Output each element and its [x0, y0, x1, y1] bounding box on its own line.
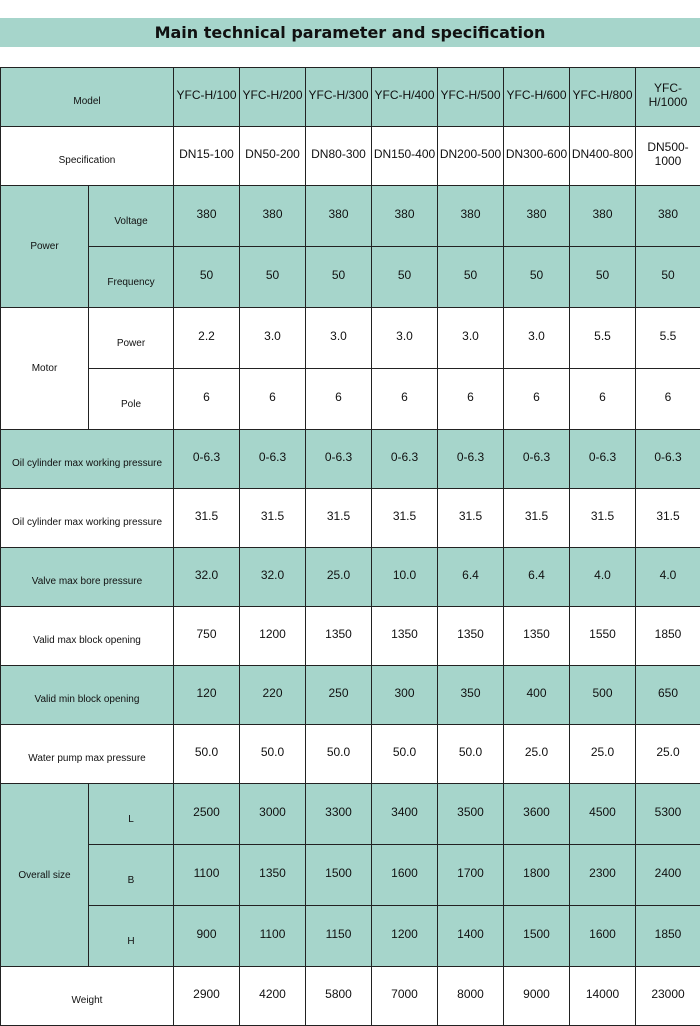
row-label: Valid min block opening	[1, 666, 174, 725]
table-cell: 6.4	[438, 548, 504, 607]
table-cell: 4.0	[570, 548, 636, 607]
table-cell: DN50-200	[240, 127, 306, 186]
table-cell: 6	[174, 369, 240, 430]
table-cell: 380	[240, 186, 306, 247]
table-cell: 31.5	[570, 489, 636, 548]
table-cell: 750	[174, 607, 240, 666]
table-cell: 650	[636, 666, 700, 725]
table-cell: 6	[636, 369, 700, 430]
row-label: Oil cylinder max working pressure	[1, 489, 174, 548]
table-row	[1, 369, 700, 430]
table-cell: 1400	[438, 906, 504, 967]
table-cell: 3.0	[372, 308, 438, 369]
table-cell: 31.5	[240, 489, 306, 548]
table-row	[1, 548, 700, 607]
table-cell: 4.0	[636, 548, 700, 607]
table-cell: 50	[372, 247, 438, 308]
table-cell: 23000	[636, 967, 700, 1026]
group-label: Motor	[1, 308, 89, 430]
table-cell: 0-6.3	[570, 430, 636, 489]
table-cell: 31.5	[636, 489, 700, 548]
table-row	[1, 845, 700, 906]
header-label: Model	[1, 68, 174, 127]
table-cell: 380	[636, 186, 700, 247]
table-cell: 380	[570, 186, 636, 247]
table-cell: DN300-600	[504, 127, 570, 186]
row-label: Water pump max pressure	[1, 725, 174, 784]
table-cell: 2900	[174, 967, 240, 1026]
table-cell: 1350	[240, 845, 306, 906]
table-cell: 50.0	[174, 725, 240, 784]
table-cell: 50.0	[306, 725, 372, 784]
table-row	[1, 725, 700, 784]
table-row	[1, 666, 700, 725]
table-cell: 3.0	[306, 308, 372, 369]
table-cell: 6	[504, 369, 570, 430]
spec-table	[0, 67, 700, 1026]
page-title: Main technical parameter and specification	[0, 18, 700, 47]
sub-label: Frequency	[89, 247, 174, 308]
table-cell: 1350	[504, 607, 570, 666]
table-cell: 10.0	[372, 548, 438, 607]
table-cell: 380	[372, 186, 438, 247]
header-row	[1, 68, 700, 127]
table-cell: DN15-100	[174, 127, 240, 186]
model-header: YFC-H/500	[438, 68, 504, 127]
table-cell: 50.0	[240, 725, 306, 784]
model-header: YFC-H/600	[504, 68, 570, 127]
row-label: Specification	[1, 127, 174, 186]
table-row	[1, 186, 700, 247]
table-cell: 300	[372, 666, 438, 725]
table-cell: 50.0	[438, 725, 504, 784]
table-cell: 1850	[636, 607, 700, 666]
table-cell: 5800	[306, 967, 372, 1026]
table-cell: 1350	[372, 607, 438, 666]
sub-label: Voltage	[89, 186, 174, 247]
table-cell: 32.0	[240, 548, 306, 607]
table-row	[1, 127, 700, 186]
table-cell: 31.5	[174, 489, 240, 548]
table-cell: 1100	[174, 845, 240, 906]
table-cell: DN200-500	[438, 127, 504, 186]
table-cell: 50.0	[372, 725, 438, 784]
table-cell: DN400-800	[570, 127, 636, 186]
table-cell: 2300	[570, 845, 636, 906]
sub-label: Power	[89, 308, 174, 369]
table-cell: 400	[504, 666, 570, 725]
model-header: YFC-H/1000	[636, 68, 700, 127]
table-cell: 25.0	[504, 725, 570, 784]
table-cell: 1550	[570, 607, 636, 666]
model-header: YFC-H/800	[570, 68, 636, 127]
table-cell: 25.0	[570, 725, 636, 784]
table-cell: 500	[570, 666, 636, 725]
table-cell: 1200	[240, 607, 306, 666]
table-cell: 0-6.3	[372, 430, 438, 489]
table-cell: 3300	[306, 784, 372, 845]
table-cell: 6	[570, 369, 636, 430]
table-row	[1, 784, 700, 845]
table-row	[1, 247, 700, 308]
table-cell: 250	[306, 666, 372, 725]
table-cell: 3.0	[504, 308, 570, 369]
table-row	[1, 430, 700, 489]
table-cell: 6	[438, 369, 504, 430]
table-row	[1, 308, 700, 369]
table-cell: 3000	[240, 784, 306, 845]
table-cell: 31.5	[372, 489, 438, 548]
table-cell: 2500	[174, 784, 240, 845]
table-cell: 9000	[504, 967, 570, 1026]
table-cell: 1800	[504, 845, 570, 906]
table-cell: 5300	[636, 784, 700, 845]
table-cell: DN80-300	[306, 127, 372, 186]
table-cell: 3500	[438, 784, 504, 845]
table-cell: 25.0	[636, 725, 700, 784]
table-cell: 1500	[504, 906, 570, 967]
table-cell: 3600	[504, 784, 570, 845]
table-cell: 50	[570, 247, 636, 308]
sub-label: B	[89, 845, 174, 906]
table-cell: 120	[174, 666, 240, 725]
row-label: Oil cylinder max working pressure	[1, 430, 174, 489]
table-cell: 4500	[570, 784, 636, 845]
table-row	[1, 607, 700, 666]
table-cell: 2.2	[174, 308, 240, 369]
table-cell: 1700	[438, 845, 504, 906]
model-header: YFC-H/400	[372, 68, 438, 127]
table-cell: 1350	[306, 607, 372, 666]
table-cell: 380	[174, 186, 240, 247]
table-cell: 50	[438, 247, 504, 308]
table-cell: 3400	[372, 784, 438, 845]
table-cell: 31.5	[306, 489, 372, 548]
sub-label: Pole	[89, 369, 174, 430]
table-cell: 6	[240, 369, 306, 430]
model-header: YFC-H/100	[174, 68, 240, 127]
table-cell: 6	[372, 369, 438, 430]
model-header: YFC-H/200	[240, 68, 306, 127]
table-cell: 0-6.3	[636, 430, 700, 489]
table-cell: 1850	[636, 906, 700, 967]
table-row	[1, 489, 700, 548]
table-row	[1, 967, 700, 1026]
group-label: Overall size	[1, 784, 89, 967]
table-cell: 14000	[570, 967, 636, 1026]
table-cell: 1600	[372, 845, 438, 906]
table-cell: 5.5	[636, 308, 700, 369]
model-header: YFC-H/300	[306, 68, 372, 127]
table-cell: 50	[306, 247, 372, 308]
table-row	[1, 906, 700, 967]
table-cell: 1150	[306, 906, 372, 967]
table-cell: 32.0	[174, 548, 240, 607]
table-cell: 5.5	[570, 308, 636, 369]
table-cell: 7000	[372, 967, 438, 1026]
table-cell: 220	[240, 666, 306, 725]
row-label: Valve max bore pressure	[1, 548, 174, 607]
table-cell: 1100	[240, 906, 306, 967]
table-cell: 0-6.3	[174, 430, 240, 489]
table-cell: 380	[306, 186, 372, 247]
table-cell: 0-6.3	[240, 430, 306, 489]
table-cell: 50	[174, 247, 240, 308]
table-cell: 50	[240, 247, 306, 308]
table-cell: 1200	[372, 906, 438, 967]
table-cell: 380	[504, 186, 570, 247]
table-cell: 1500	[306, 845, 372, 906]
table-cell: 0-6.3	[438, 430, 504, 489]
table-cell: 900	[174, 906, 240, 967]
table-cell: 0-6.3	[306, 430, 372, 489]
table-cell: DN500-1000	[636, 127, 700, 186]
group-label: Power	[1, 186, 89, 308]
table-cell: DN150-400	[372, 127, 438, 186]
table-cell: 50	[636, 247, 700, 308]
table-cell: 31.5	[438, 489, 504, 548]
table-cell: 3.0	[240, 308, 306, 369]
table-cell: 1350	[438, 607, 504, 666]
table-cell: 8000	[438, 967, 504, 1026]
table-cell: 4200	[240, 967, 306, 1026]
table-cell: 2400	[636, 845, 700, 906]
table-cell: 6	[306, 369, 372, 430]
sub-label: H	[89, 906, 174, 967]
table-cell: 1600	[570, 906, 636, 967]
table-cell: 25.0	[306, 548, 372, 607]
table-cell: 6.4	[504, 548, 570, 607]
table-cell: 50	[504, 247, 570, 308]
sub-label: L	[89, 784, 174, 845]
row-label: Valid max block opening	[1, 607, 174, 666]
table-cell: 31.5	[504, 489, 570, 548]
row-label: Weight	[1, 967, 174, 1026]
table-cell: 3.0	[438, 308, 504, 369]
table-cell: 0-6.3	[504, 430, 570, 489]
table-cell: 350	[438, 666, 504, 725]
table-cell: 380	[438, 186, 504, 247]
